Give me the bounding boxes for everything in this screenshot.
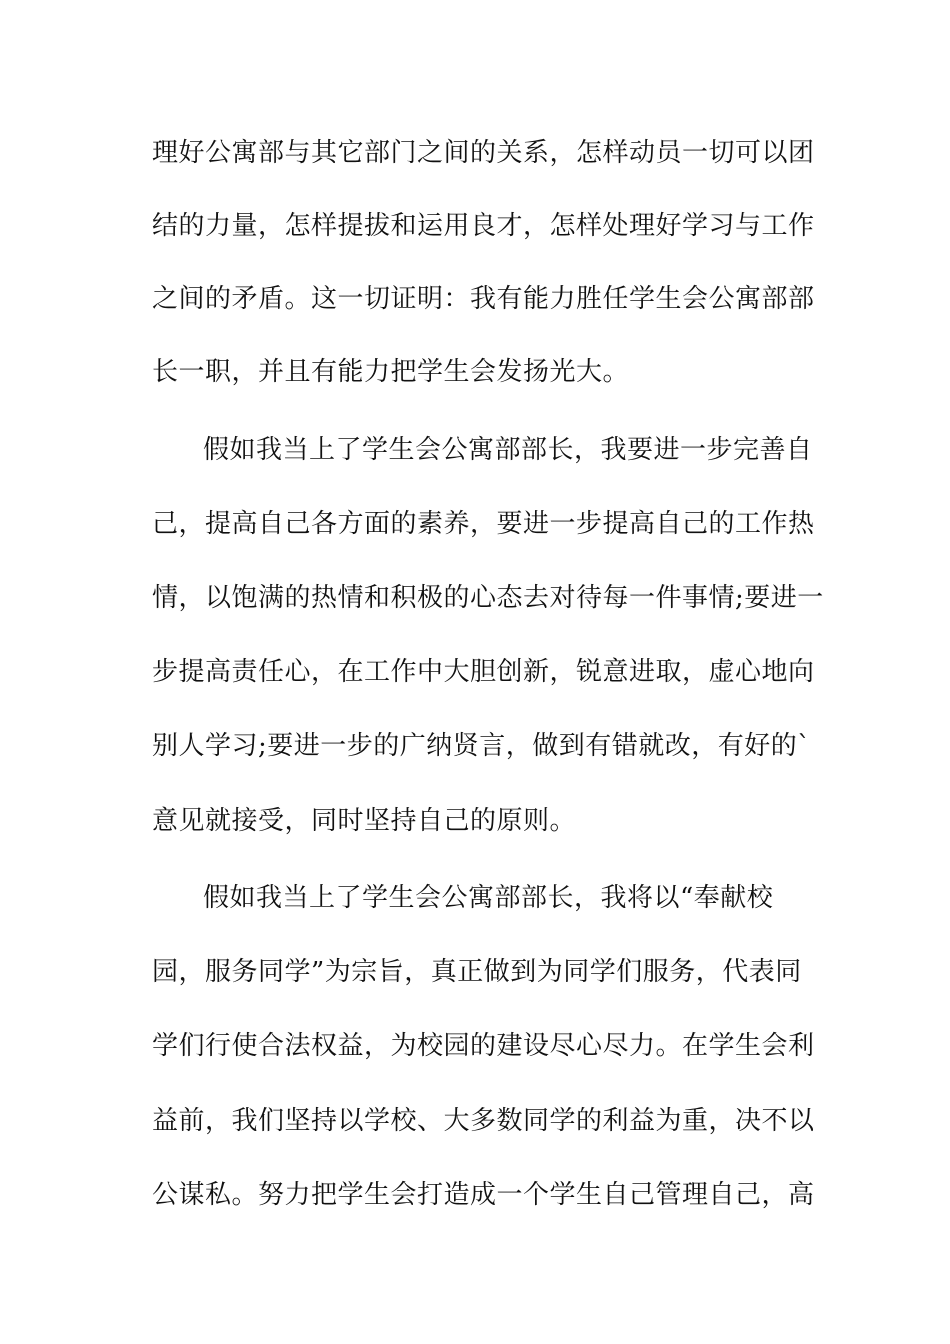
text-line: 假如我当上了学生会公寓部部长，我要进一步完善自 xyxy=(203,435,813,465)
text-line: 结的力量，怎样提拔和运用良才，怎样处理好学习与工作 xyxy=(152,211,815,241)
text-line: 学们行使合法权益，为校园的建设尽心尽力。在学生会利 xyxy=(152,1031,815,1061)
text-line: 益前，我们坚持以学校、大多数同学的利益为重，决不以 xyxy=(152,1106,815,1136)
text-line: 公谋私。努力把学生会打造成一个学生自己管理自己，高 xyxy=(152,1180,815,1210)
text-line: 假如我当上了学生会公寓部部长，我将以“奉献校 xyxy=(203,883,774,913)
text-line: 步提高责任心，在工作中大胆创新，锐意进取，虚心地向 xyxy=(152,657,815,687)
text-line: 之间的矛盾。这一切证明：我有能力胜任学生会公寓部部 xyxy=(152,284,815,314)
text-line: 别人学习;要进一步的广纳贤言，做到有错就改，有好的` xyxy=(152,731,811,761)
text-line: 长一职，并且有能力把学生会发扬光大。 xyxy=(152,357,630,387)
text-line: 情，以饱满的热情和积极的心态去对待每一件事情;要进一 xyxy=(152,583,824,613)
text-line: 意见就接受，同时坚持自己的原则。 xyxy=(152,806,577,836)
text-line: 园，服务同学”为宗旨，真正做到为同学们服务，代表同 xyxy=(152,957,802,987)
text-line: 己，提高自己各方面的素养，要进一步提高自己的工作热 xyxy=(152,509,815,539)
text-line: 理好公寓部与其它部门之间的关系，怎样动员一切可以团 xyxy=(152,138,815,168)
